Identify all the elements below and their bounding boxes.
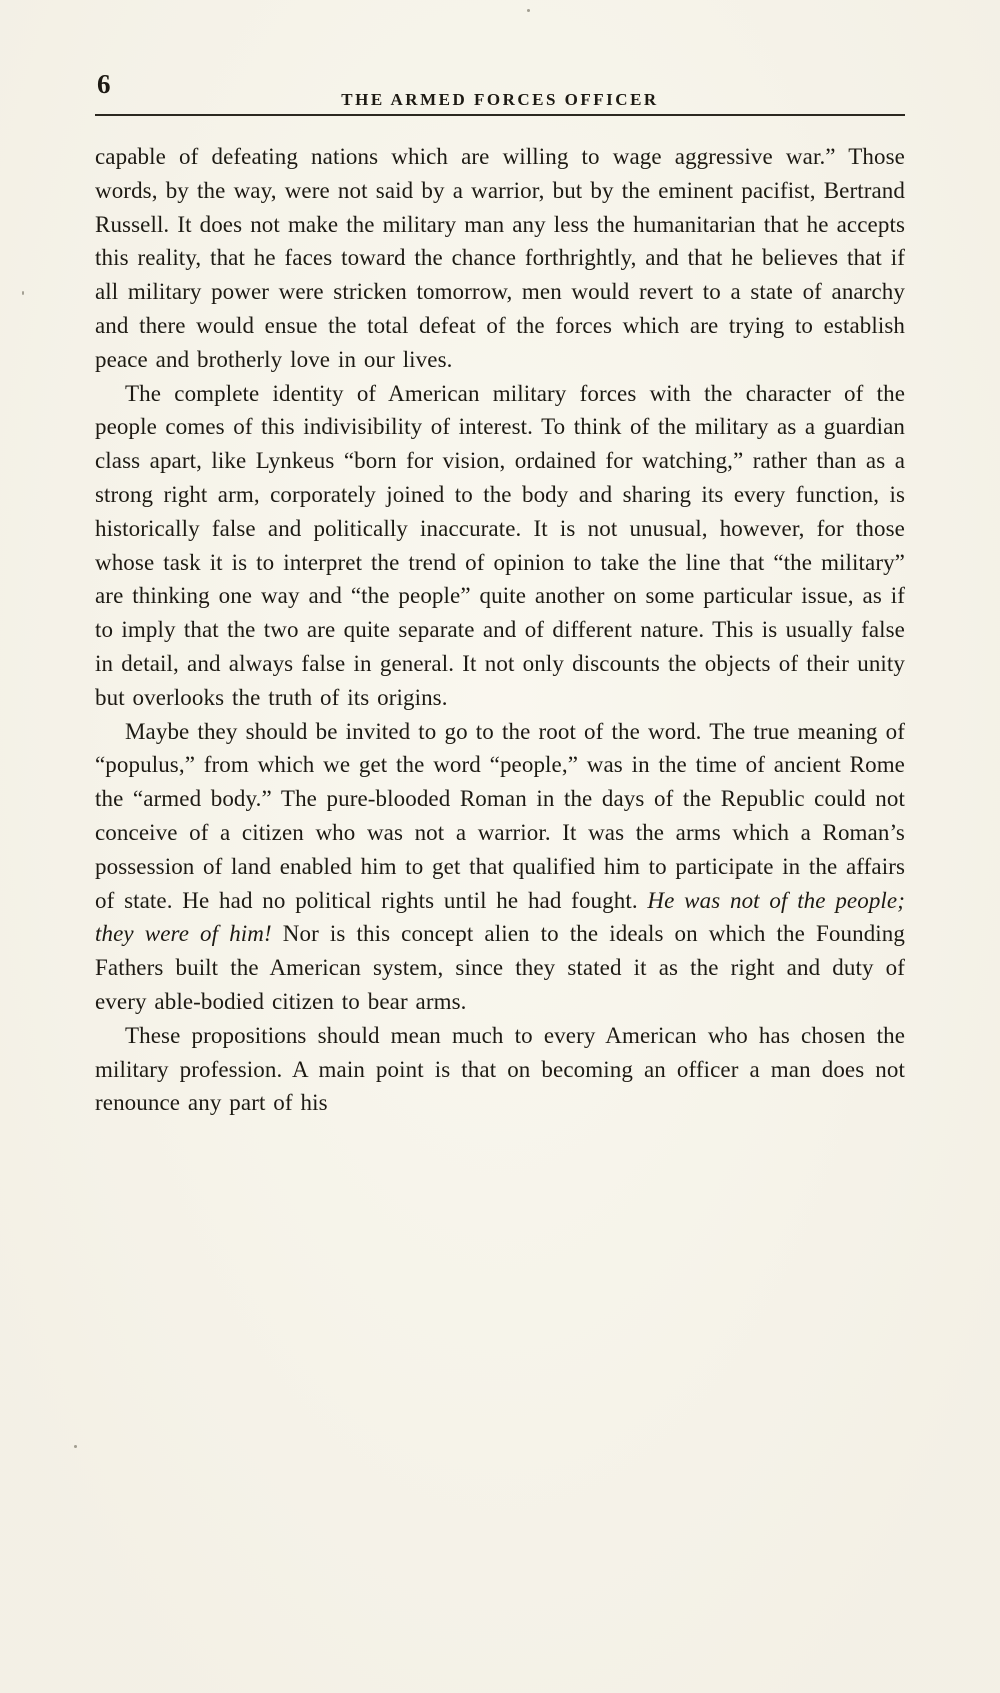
paragraph-1 bbox=[95, 140, 905, 377]
scan-speck bbox=[22, 291, 24, 295]
paragraph-3 bbox=[95, 715, 905, 1019]
scan-speck bbox=[74, 1445, 77, 1448]
paragraph-4-text: These propositions should mean much to every American who has chosen the military profession. A main point is that on becoming an officer a man does not renounce any part of his bbox=[95, 1022, 905, 1116]
paragraph-2-text: The complete identity of American military forces with the character of the people comes of this indivisibility of interest. To think of the military as a guardian class apart, like Lynkeus “born for vision, ordained for watching,” rather than as a strong right arm, corporately joined to the body and sharing its every function, is historically false and politically inaccurate. It is not unusual, however, for those whose task it is to interpret the trend of opinion to take the line that “the military” are thinking one way and “the people” quite another on some particular issue, as if to imply that the two are quite separate and of different nature. This is usually false in detail, and always false in general. It not only discounts the objects of their unity but overlooks the truth of its origins. bbox=[95, 380, 905, 710]
paragraph-2 bbox=[95, 377, 905, 715]
header-rule bbox=[95, 114, 905, 116]
paragraph-3-text-post: Nor is this concept alien to the ideals on which the Founding Fathers built the American system, since they stated it as the right and duty of every able-bodied citizen to bear arms. bbox=[95, 921, 905, 1014]
paragraph-3-italic-phrase: He was not of the people; they were of him! bbox=[95, 887, 905, 947]
paragraph-3-text-pre: Maybe they should be invited to go to the root of the word. The true meaning of “populus,” from which we get the word “people,” was in the time of ancient Rome the “armed body.” The pure-blooded Roman in the days of the Republic could not conceive of a citizen who was not a warrior. It was the arms which a Roman’s possession of land enabled him to get that qualified him to participate in the affairs of state. He had no political rights until he had fought. bbox=[95, 718, 905, 913]
running-header-title: THE ARMED FORCES OFFICER bbox=[341, 90, 659, 109]
paragraph-4 bbox=[95, 1019, 905, 1120]
page-number: 6 bbox=[97, 69, 112, 99]
page-body bbox=[95, 140, 905, 1120]
paragraph-1-text: capable of defeating nations which are willing to wage aggressive war.” Those words, by the way, were not said by a warrior, but by the eminent pacifist, Bertrand Russell. It does not make the military man any less the humanitarian that he accepts this reality, that he faces toward the chance forthrightly, and that he believes that if all military power were stricken tomorrow, men would revert to a state of anarchy and there would ensue the total defeat of the forces which are trying to establish peace and brotherly love in our lives. bbox=[95, 144, 905, 372]
page-header bbox=[95, 0, 905, 112]
